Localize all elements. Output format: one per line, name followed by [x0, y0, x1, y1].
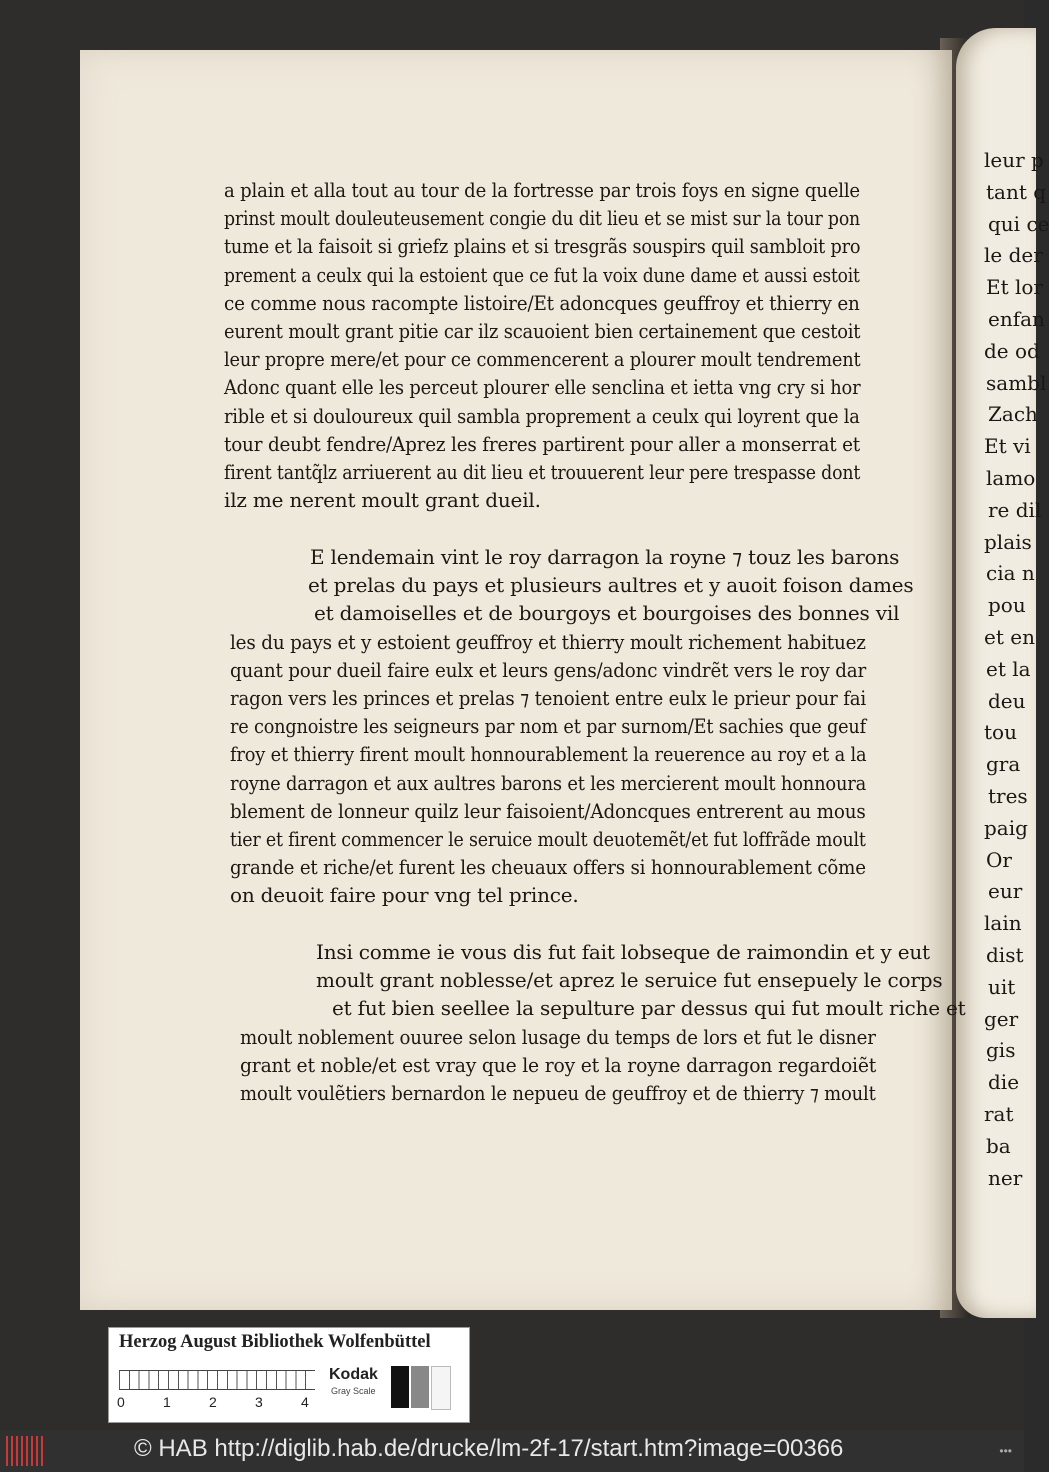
hab-logo-icon[interactable]	[6, 1436, 46, 1466]
facing-text-fragment: ner	[988, 1165, 1023, 1190]
facing-text-fragment: Et lor	[986, 275, 1043, 300]
text-line: E lendemain vint le roy darragon la royne ⁊ touz les barons	[310, 545, 900, 569]
facing-text-fragment: enfan	[988, 307, 1045, 331]
facing-text-fragment: gra	[986, 752, 1021, 777]
text-line: grande et riche/et furent les cheuaux offers si honnourablement cõme	[230, 855, 866, 880]
facing-text-fragment: re dil	[988, 497, 1042, 522]
text-line: prinst moult douleuteusement congie du dit lieu et se mist sur la tour pon	[224, 206, 861, 231]
archive-label	[108, 1327, 470, 1423]
facing-text-fragment: cia n	[986, 561, 1035, 586]
facing-text-fragment: Et vi	[984, 434, 1031, 459]
text-line: et fut bien seellee la sepulture par dessus qui fut moult riche et	[332, 996, 966, 1021]
text-line: quant pour dueil faire eulx et leurs gens/adonc vindrẽt vers le roy dar	[230, 657, 867, 682]
text-line: moult grant noblesse/et aprez le seruice fut ensepuely le corps	[316, 968, 943, 993]
facing-text-fragment: de od	[984, 338, 1040, 363]
ruler-number: 2	[209, 1394, 217, 1410]
facing-text-fragment: die	[988, 1070, 1020, 1095]
facing-text-fragment: ba	[986, 1133, 1011, 1158]
facing-text-fragment: lain	[984, 911, 1022, 936]
text-line: royne darragon et aux aultres barons et les mercierent moult honnoura	[230, 770, 867, 795]
text-line: Adonc quant elle les perceut plourer elle senclina et ietta vng cry si hor	[224, 375, 861, 400]
text-line: grant et noble/et est vray que le roy et la royne darragon regardoiẽt	[240, 1052, 877, 1077]
text-line: moult voulẽtiers bernardon le nepueu de geuffroy et de thierry ⁊ moult	[240, 1081, 876, 1105]
text-line: re congnoistre les seigneurs par nom et par surnom/Et sachies que geuf	[230, 714, 866, 739]
facing-text-fragment: lamo	[986, 466, 1036, 490]
gray-swatch-black	[391, 1366, 409, 1408]
facing-text-fragment: paig	[984, 815, 1028, 840]
facing-text-fragment: pou	[988, 593, 1026, 618]
text-line: ragon vers les princes et prelas ⁊ tenoient entre eulx le prieur pour fai	[230, 686, 867, 710]
viewer-footer	[0, 1430, 1024, 1472]
facing-text-fragment: ger	[984, 1006, 1019, 1031]
facing-text-fragment: rat	[984, 1102, 1014, 1126]
gray-swatch-white	[431, 1366, 451, 1410]
facing-text-fragment: uit	[988, 974, 1016, 999]
text-line: ce comme nous racompte listoire/Et adoncques geuffroy et thierry en	[224, 290, 860, 315]
text-line: froy et thierry firent moult honnourablement la reuerence au roy et a la	[230, 742, 867, 767]
text-line: et prelas du pays et plusieurs aultres et y auoit foison dames	[308, 573, 914, 598]
text-line: firent tantq̃lz arriuerent au dit lieu et trouuerent leur pere trespasse dont	[224, 460, 861, 484]
facing-text-fragment: dist	[986, 943, 1024, 967]
facing-text-fragment: leur p	[984, 148, 1044, 172]
facing-text-fragment: qui ce	[988, 211, 1049, 236]
facing-text-fragment: tou	[984, 720, 1017, 745]
text-line: Insi comme ie vous dis fut fait lobseque de raimondin et y eut	[316, 940, 930, 964]
text-line: tume et la faisoit si griefz plains et si tresgrãs souspirs quil sambloit pro	[224, 234, 861, 259]
gray-swatch-mid	[411, 1366, 429, 1408]
text-line: a plain et alla tout au tour de la fortresse par trois foys en signe quelle	[224, 178, 860, 202]
measurement-ruler	[119, 1370, 315, 1390]
copyright-link[interactable]: © HAB http://diglib.hab.de/drucke/lm-2f-17/start.htm?image=00366	[134, 1435, 844, 1462]
text-line: les du pays et y estoient geuffroy et thierry moult richement habituez	[230, 629, 866, 654]
more-options-icon[interactable]: •••	[999, 1444, 1012, 1458]
facing-text-fragment: le der	[984, 243, 1043, 268]
text-line: et damoiselles et de bourgoys et bourgoises des bonnes vil	[314, 601, 900, 626]
facing-text-fragment: sambl	[986, 370, 1047, 395]
kodak-brand: Kodak	[329, 1366, 378, 1383]
facing-text-fragment: deu	[988, 688, 1026, 713]
text-line: rible et si douloureux quil sambla proprement a ceulx qui loyrent que la	[224, 403, 860, 428]
text-line: moult noblement ouuree selon lusage du temps de lors et fut le disner	[240, 1024, 876, 1049]
library-name: Herzog August Bibliothek Wolfenbüttel	[119, 1332, 431, 1352]
facing-text-fragment: gis	[986, 1038, 1016, 1063]
ruler-number: 4	[301, 1394, 309, 1410]
ruler-number: 1	[163, 1394, 171, 1410]
grayscale-label: Gray Scale	[331, 1386, 376, 1396]
text-line: blement de lonneur quilz leur faisoient/Adoncques entrerent au mous	[230, 798, 866, 823]
facing-text-fragment: plais	[984, 529, 1032, 554]
facing-text-fragment: et en	[984, 625, 1035, 649]
facing-text-fragment: tant q	[986, 179, 1047, 204]
facing-text-fragment: Zach	[988, 402, 1038, 427]
facing-text-fragment: Or	[986, 847, 1012, 872]
text-line: tour deubt fendre/Aprez les freres partirent pour aller a monserrat et	[224, 431, 860, 456]
ruler-number: 3	[255, 1394, 263, 1410]
facing-text-fragment: eur	[988, 879, 1023, 904]
facing-text-fragment: tres	[988, 784, 1028, 808]
bleed-through-heading	[120, 130, 240, 170]
text-line: eurent moult grant pitie car ilz scauoient bien certainement que cestoit	[224, 319, 861, 343]
ruler-number: 0	[117, 1394, 125, 1410]
text-line: ilz me nerent moult grant dueil.	[224, 488, 541, 513]
text-line: tier et firent commencer le seruice moult deuotemẽt/et fut loffrãde moult	[230, 827, 866, 851]
text-line: prement a ceulx qui la estoient que ce fut la voix dune dame et aussi estoit	[224, 262, 860, 287]
text-line: on deuoit faire pour vng tel prince.	[230, 883, 579, 908]
facing-text-fragment: et la	[986, 656, 1031, 681]
text-line: leur propre mere/et pour ce commencerent a plourer moult tendrement	[224, 347, 861, 372]
